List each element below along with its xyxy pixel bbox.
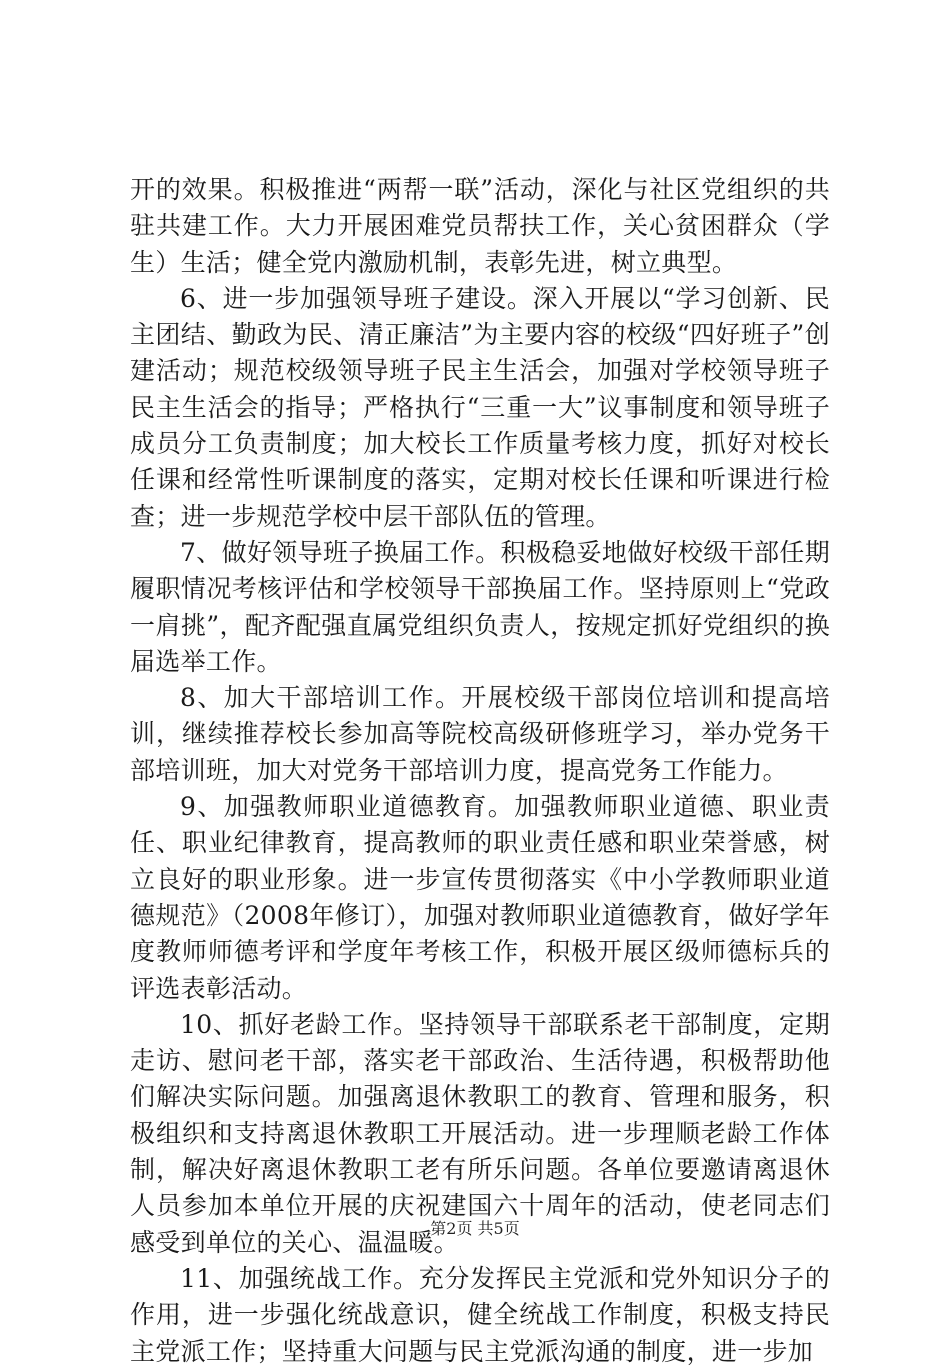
paragraph-item-10: 10、抓好老龄工作。坚持领导干部联系老干部制度，定期走访、慰问老干部，落实老干部政治、生活待遇，积极帮助他们解决实际问题。加强离退休教职工的教育、管理和服务，积极组织和支持离退休教职工开展活动。进一步理顺老龄工作体制，解决好离退休教职工老有所乐问题。各单位要邀请离退休人员参加本单位开展的庆祝建国六十周年的活动，使老同志们感受到单位的关心、温温暖。 [130, 1009, 830, 1257]
paragraph-item-11: 11、加强统战工作。充分发挥民主党派和党外知识分子的作用，进一步强化统战意识，健全统战工作制度，积极支持民主党派工作；坚持重大问题与民主党派沟通的制度，进一步加 [130, 1263, 830, 1366]
paragraph-item-6: 6、进一步加强领导班子建设。深入开展以“学习创新、民主团结、勤政为民、清正廉洁”为主要内容的校级“四好班子”创建活动；规范校级领导班子民主生活会，加强对学校领导班子民主生活会的指导；严格执行“三重一大”议事制度和领导班子成员分工负责制度；加大校长工作质量考核力度，抓好对校长任课和经常性听课制度的落实，定期对校长任课和听课进行检查；进一步规范学校中层干部队伍的管理。 [130, 283, 830, 531]
paragraph-item-9: 9、加强教师职业道德教育。加强教师职业道德、职业责任、职业纪律教育，提高教师的职业责任感和职业荣誉感，树立良好的职业形象。进一步宣传贯彻落实《中小学教师职业道德规范》（2008年修订），加强对教师职业道德教育，做好学年度教师师德考评和学度年考核工作，积极开展区级师德标兵的评选表彰活动。 [130, 792, 831, 1003]
paragraph-item-8: 8、加大干部培训工作。开展校级干部岗位培训和提高培训，继续推荐校长参加高等院校高级研修班学习，举办党务干部培训班，加大对党务干部培训力度，提高党务工作能力。 [130, 683, 830, 785]
page-footer: 第2页 共5页 [430, 1219, 520, 1238]
paragraph-continuation: 开的效果。积极推进“两帮一联”活动，深化与社区党组织的共驻共建工作。大力开展困难党员帮扶工作，关心贫困群众（学生）生活；健全党内激励机制，表彰先进，树立典型。 [130, 175, 830, 277]
paragraph-item-7: 7、做好领导班子换届工作。积极稳妥地做好校级干部任期履职情况考核评估和学校领导干部换届工作。坚持原则上“党政一肩挑”，配齐配强直属党组织负责人，按规定抓好党组织的换届选举工作。 [130, 537, 830, 676]
document-body [130, 172, 830, 1370]
